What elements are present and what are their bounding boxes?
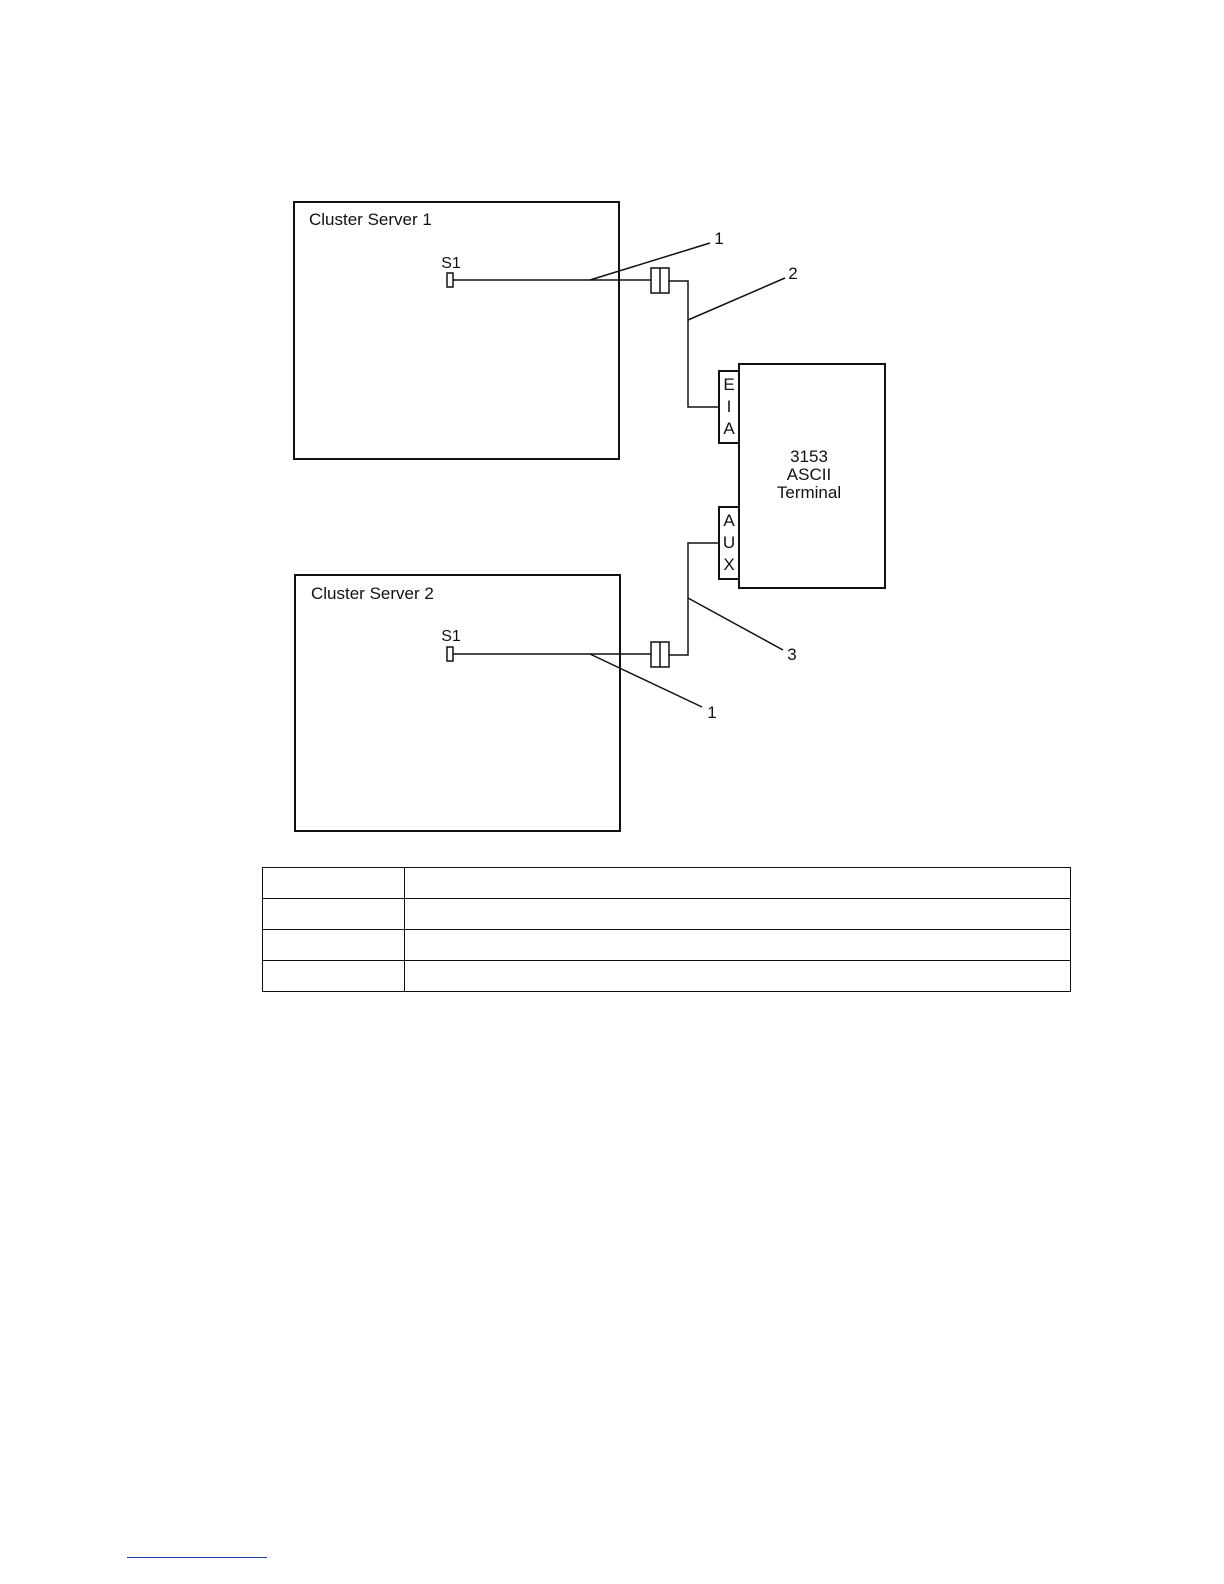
table-row — [263, 899, 1071, 930]
callout-number: 1 — [714, 229, 724, 248]
callout-line-aux-cable — [688, 598, 783, 650]
cluster-server-1-title: Cluster Server 1 — [309, 210, 432, 229]
table-cell-description — [405, 961, 1071, 992]
table-cell-item — [263, 868, 405, 899]
eia-port-letter: I — [726, 397, 732, 416]
callout-line-server1-cable — [590, 243, 710, 280]
table-cell-description — [405, 899, 1071, 930]
callout-number: 1 — [707, 703, 717, 722]
cluster-server-2-box — [295, 575, 620, 831]
callout-line-eia-cable — [688, 278, 785, 320]
eia-cable — [669, 281, 719, 407]
table-row — [263, 930, 1071, 961]
aux-port-letter: U — [722, 533, 736, 552]
aux-cable — [669, 543, 719, 655]
callout-number: 3 — [787, 645, 797, 664]
server-1-s1-connector — [447, 273, 453, 287]
table-cell-description — [405, 930, 1071, 961]
table-cell-item — [263, 930, 405, 961]
callout-line-server2-cable — [590, 654, 702, 707]
footer-rule — [127, 1557, 267, 1558]
aux-port-letter: A — [723, 511, 735, 530]
eia-port-letter: E — [723, 375, 735, 394]
terminal-label-line: Terminal — [776, 483, 842, 502]
aux-port-letter: X — [723, 555, 735, 574]
table-row — [263, 868, 1071, 899]
callout-number: 2 — [788, 264, 798, 283]
terminal-label-line: ASCII — [786, 465, 832, 484]
legend-table — [262, 867, 1071, 992]
server-1-port-label: S1 — [441, 255, 461, 272]
eia-port-letter: A — [723, 419, 735, 438]
table-row — [263, 961, 1071, 992]
cluster-server-2-title: Cluster Server 2 — [311, 584, 434, 603]
table-cell-item — [263, 961, 405, 992]
table-cell-description — [405, 868, 1071, 899]
server-2-s1-connector — [447, 647, 453, 661]
table-cell-item — [263, 899, 405, 930]
terminal-label-line: 3153 — [790, 447, 828, 466]
cluster-server-1-box — [294, 202, 619, 459]
server-2-port-label: S1 — [441, 628, 461, 645]
